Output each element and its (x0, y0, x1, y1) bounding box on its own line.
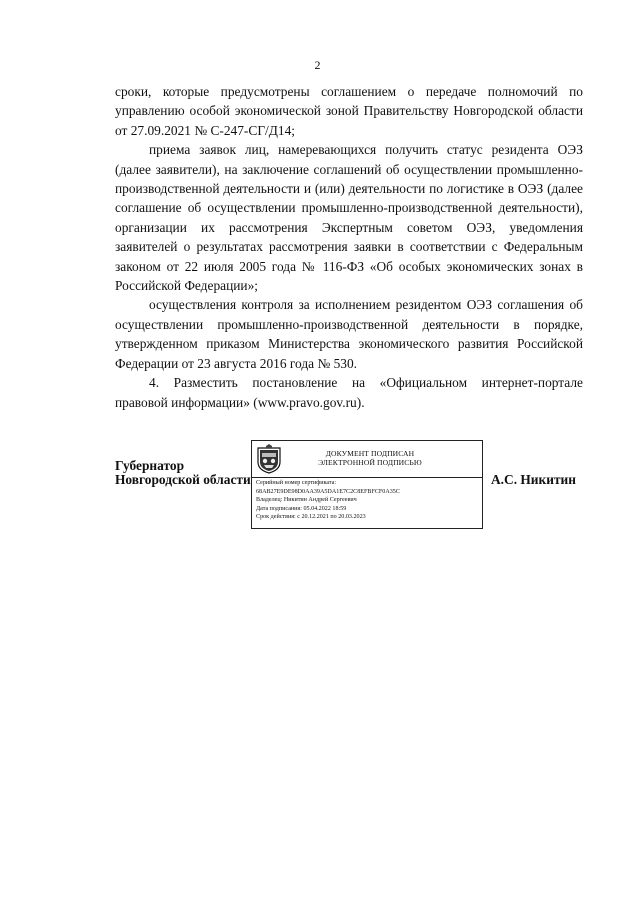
signatory-title (115, 459, 251, 487)
stamp-serial-value: 68AB27E9DE98D0AA39A5DA1E7C2C8EFBFCF0A35C (256, 488, 400, 495)
paragraph-publication: 4. Разместить постановление на «Официальном интернет-портале правовой информации» (www.pravo.gov.ru). (115, 375, 583, 410)
paragraph-control: осуществления контроля за исполнением резидентом ОЭЗ соглашения об осуществлении промышленно-производственной деятельности в порядке, утвержденном приказом Министерства экономического развития Российской Федерации от 23 августа 2016 года № 530. (115, 297, 583, 371)
stamp-header (252, 441, 482, 478)
paragraph-applications: приема заявок лиц, намеревающихся получить статус резидента ОЭЗ (далее заявители), на заключение соглашений об осуществлении промышленно-производственной деятельности и (или) деятельности по логистике в ОЭЗ (далее соглашение об осуществлении промышленно-производственной деятельности), организации их рассмотрения Экспертным советом ОЭЗ, уведомления заявителей о результатах рассмотрения заявки в соответствии с Федеральным законом от 22 июля 2005 года № 116-ФЗ «Об особых экономических зонах в Российской Федерации»; (115, 142, 583, 294)
stamp-owner: Владелец: Никитин Андрей Сергеевич (256, 497, 357, 504)
document-body (115, 82, 583, 412)
stamp-title-line1: ДОКУМЕНТ ПОДПИСАН (325, 449, 415, 458)
novgorod-coat-of-arms-icon (256, 444, 282, 474)
signatory-name: А.С. Никитин (491, 472, 576, 487)
stamp-title (290, 449, 450, 467)
stamp-details (256, 479, 480, 522)
signatory-title-line2: Новгородской области (115, 472, 251, 487)
signatory-title-line1: Губернатор (115, 458, 185, 473)
paragraph-terms: сроки, которые предусмотрены соглашением о передаче полномочий по управлению особой экономической зоной Правительству Новгородской области от 27.09.2021 № С-247-СГ/Д14; (115, 84, 583, 138)
stamp-title-line2: ЭЛЕКТРОННОЙ ПОДПИСЬЮ (318, 458, 422, 467)
page-number: 2 (314, 58, 321, 72)
stamp-validity: Срок действия: с 20.12.2021 по 20.03.2023 (256, 514, 366, 521)
stamp-serial-label: Серийный номер сертификата: (256, 480, 337, 486)
stamp-signed-date: Дата подписания: 05.04.2022 18:59 (256, 505, 347, 512)
electronic-signature-stamp (251, 440, 483, 529)
